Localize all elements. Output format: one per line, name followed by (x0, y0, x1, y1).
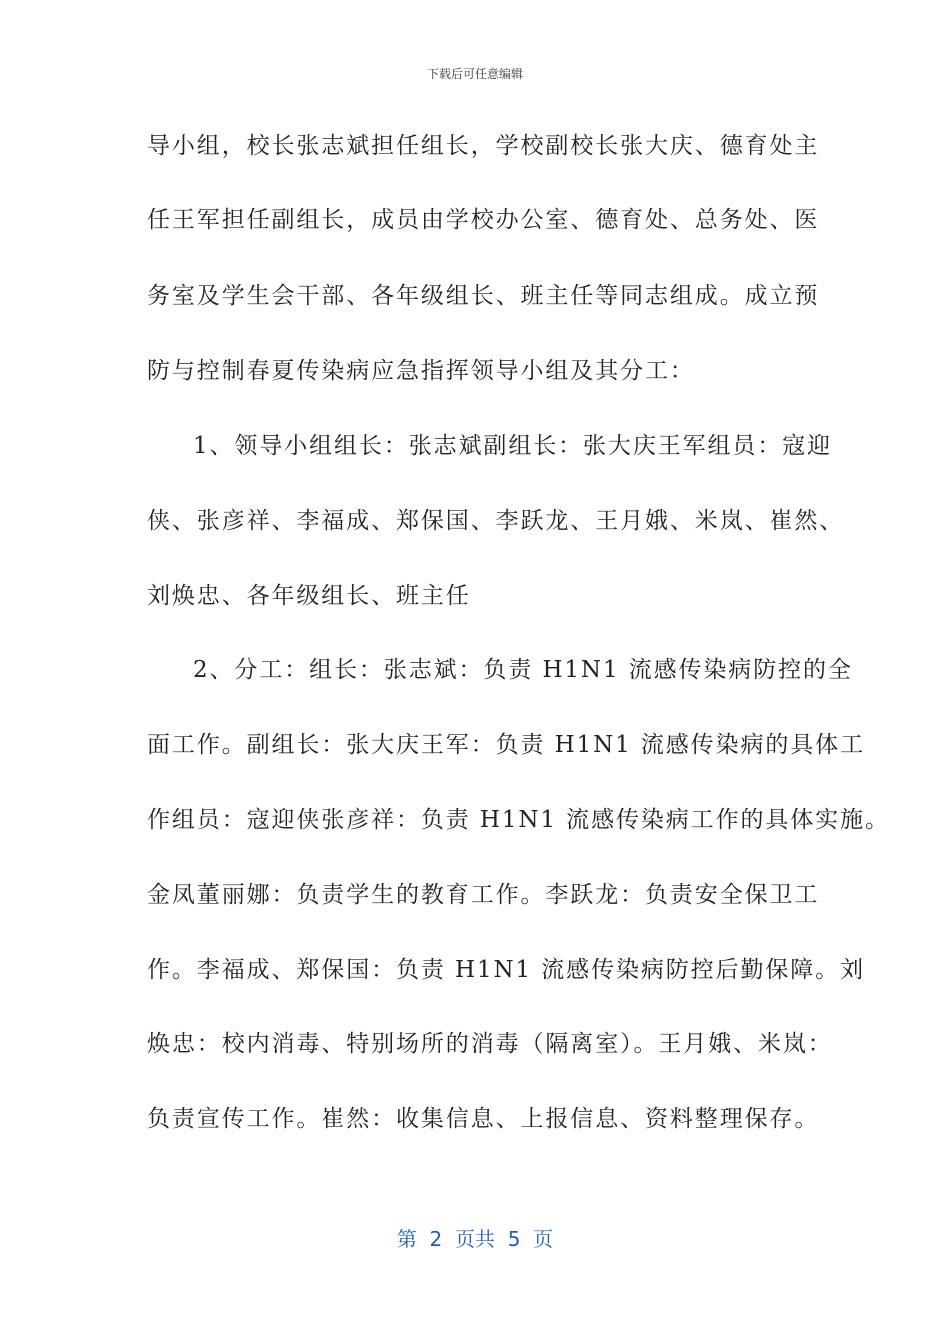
body-line: 导小组，校长张志斌担任组长，学校副校长张大庆、德育处主 (147, 133, 820, 159)
body-line: 侠、张彦祥、李福成、郑保国、李跃龙、王月娥、米岚、崔然、 (147, 508, 845, 534)
body-line: 作组员：寇迎侠张彦祥：负责 H1N1 流感传染病工作的具体实施。 (147, 807, 890, 833)
body-line: 负责宣传工作。崔然：收集信息、上报信息、资料整理保存。 (147, 1106, 820, 1132)
body-line: 务室及学生会干部、各年级组长、班主任等同志组成。成立预 (147, 283, 820, 309)
header-note: 下载后可任意编辑 (426, 67, 523, 81)
body-line: 刘焕忠、各年级组长、班主任 (147, 583, 471, 609)
body-line: 防与控制春夏传染病应急指挥领导小组及其分工： (147, 358, 695, 384)
body-line: 面工作。副组长：张大庆王军：负责 H1N1 流感传染病的具体工 (147, 732, 865, 758)
body-line: 2、分工：组长：张志斌：负责 H1N1 流感传染病防控的全 (193, 657, 853, 683)
body-line: 焕忠：校内消毒、特别场所的消毒（隔离室）。王月娥、米岚： (147, 1031, 833, 1057)
body-line: 1、领导小组组长：张志斌副组长：张大庆王军组员：寇迎 (193, 433, 833, 459)
body-line: 金凤董丽娜：负责学生的教育工作。李跃龙：负责安全保卫工 (147, 882, 820, 908)
body-line: 任王军担任副组长，成员由学校办公室、德育处、总务处、医 (147, 207, 820, 233)
body-line: 作。李福成、郑保国：负责 H1N1 流感传染病防控后勤保障。刘 (147, 957, 865, 983)
page-number-footer: 第 2 页共 5 页 (396, 1227, 554, 1251)
